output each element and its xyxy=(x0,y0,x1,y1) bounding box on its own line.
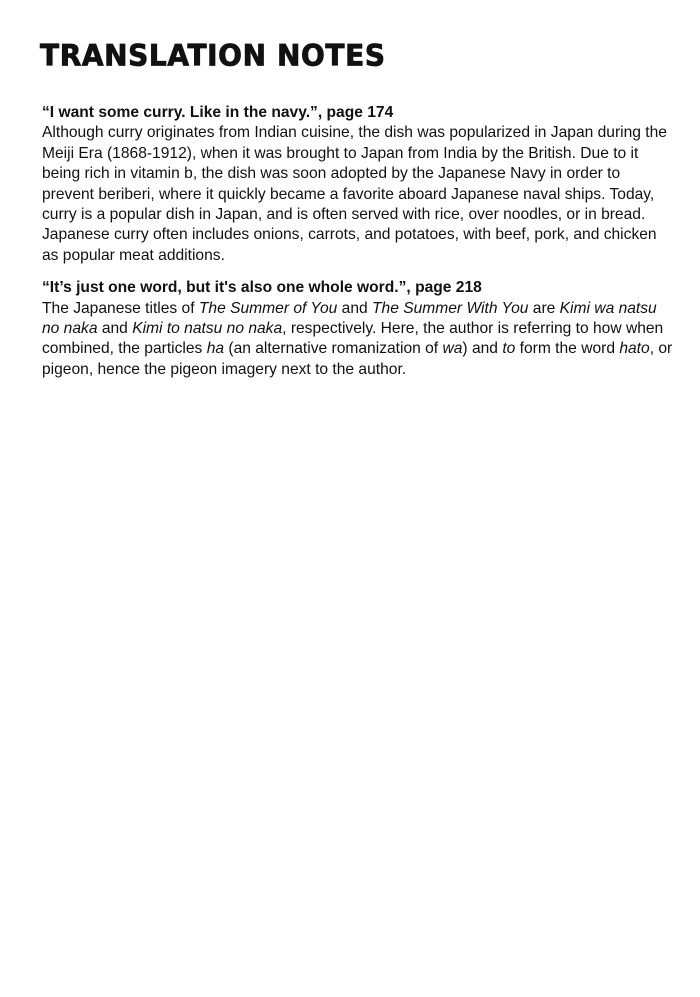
note-italic-term: Kimi wa natsu no naka xyxy=(42,299,657,338)
note-body-segment: and xyxy=(97,320,133,338)
note-body-segment: Although curry originates from Indian cuisine, the dish was popularized in Japan during the Meiji Era (1868-1912), when it was brought to Japan from India by the British. Due to it being rich in vitamin b, the dish was soon adopted by the Japanese Navy in order to prevent beriberi, where it quickly became a favorite aboard Japanese naval ships. Today, curry is a popular dish in Japan, and is often served with rice, over noodles, or in bread. Japanese curry often includes onions, carrots, and potatoes, with beef, pork, and chicken as popular meat additions. xyxy=(42,124,667,264)
note-body-segment: form the word xyxy=(515,340,620,358)
note-italic-term: Kimi to natsu no naka xyxy=(132,320,283,338)
page-title: TRANSLATION NOTES xyxy=(40,38,386,73)
note-italic-term: wa xyxy=(442,340,463,358)
note-body-segment: and xyxy=(337,299,372,317)
note-italic-term: to xyxy=(502,340,516,358)
translation-note xyxy=(42,103,674,266)
note-body-segment: are xyxy=(528,299,560,317)
note-body-segment: The Japanese titles of xyxy=(42,299,199,317)
note-body-segment: (an alternative romanization of xyxy=(224,340,443,358)
note-italic-title: The Summer With You xyxy=(372,299,529,317)
translation-note xyxy=(42,278,674,380)
note-heading: “It’s just one word, but it's also one whole word.”, page 218 xyxy=(42,279,482,297)
note-heading: “I want some curry. Like in the navy.”, page 174 xyxy=(42,104,394,121)
note-italic-term: ha xyxy=(206,340,225,358)
note-body-segment: , respectively. Here, the author is referring to how when combined, the particles xyxy=(42,320,664,358)
note-body-segment: , or pigeon, hence the pigeon imagery next to the author. xyxy=(42,340,673,378)
translation-notes-list xyxy=(42,103,674,392)
note-italic-term: hato xyxy=(619,340,650,358)
note-body xyxy=(42,123,674,266)
note-body xyxy=(42,299,674,381)
note-italic-title: The Summer of You xyxy=(198,299,338,317)
note-body-segment: ) and xyxy=(462,340,503,358)
